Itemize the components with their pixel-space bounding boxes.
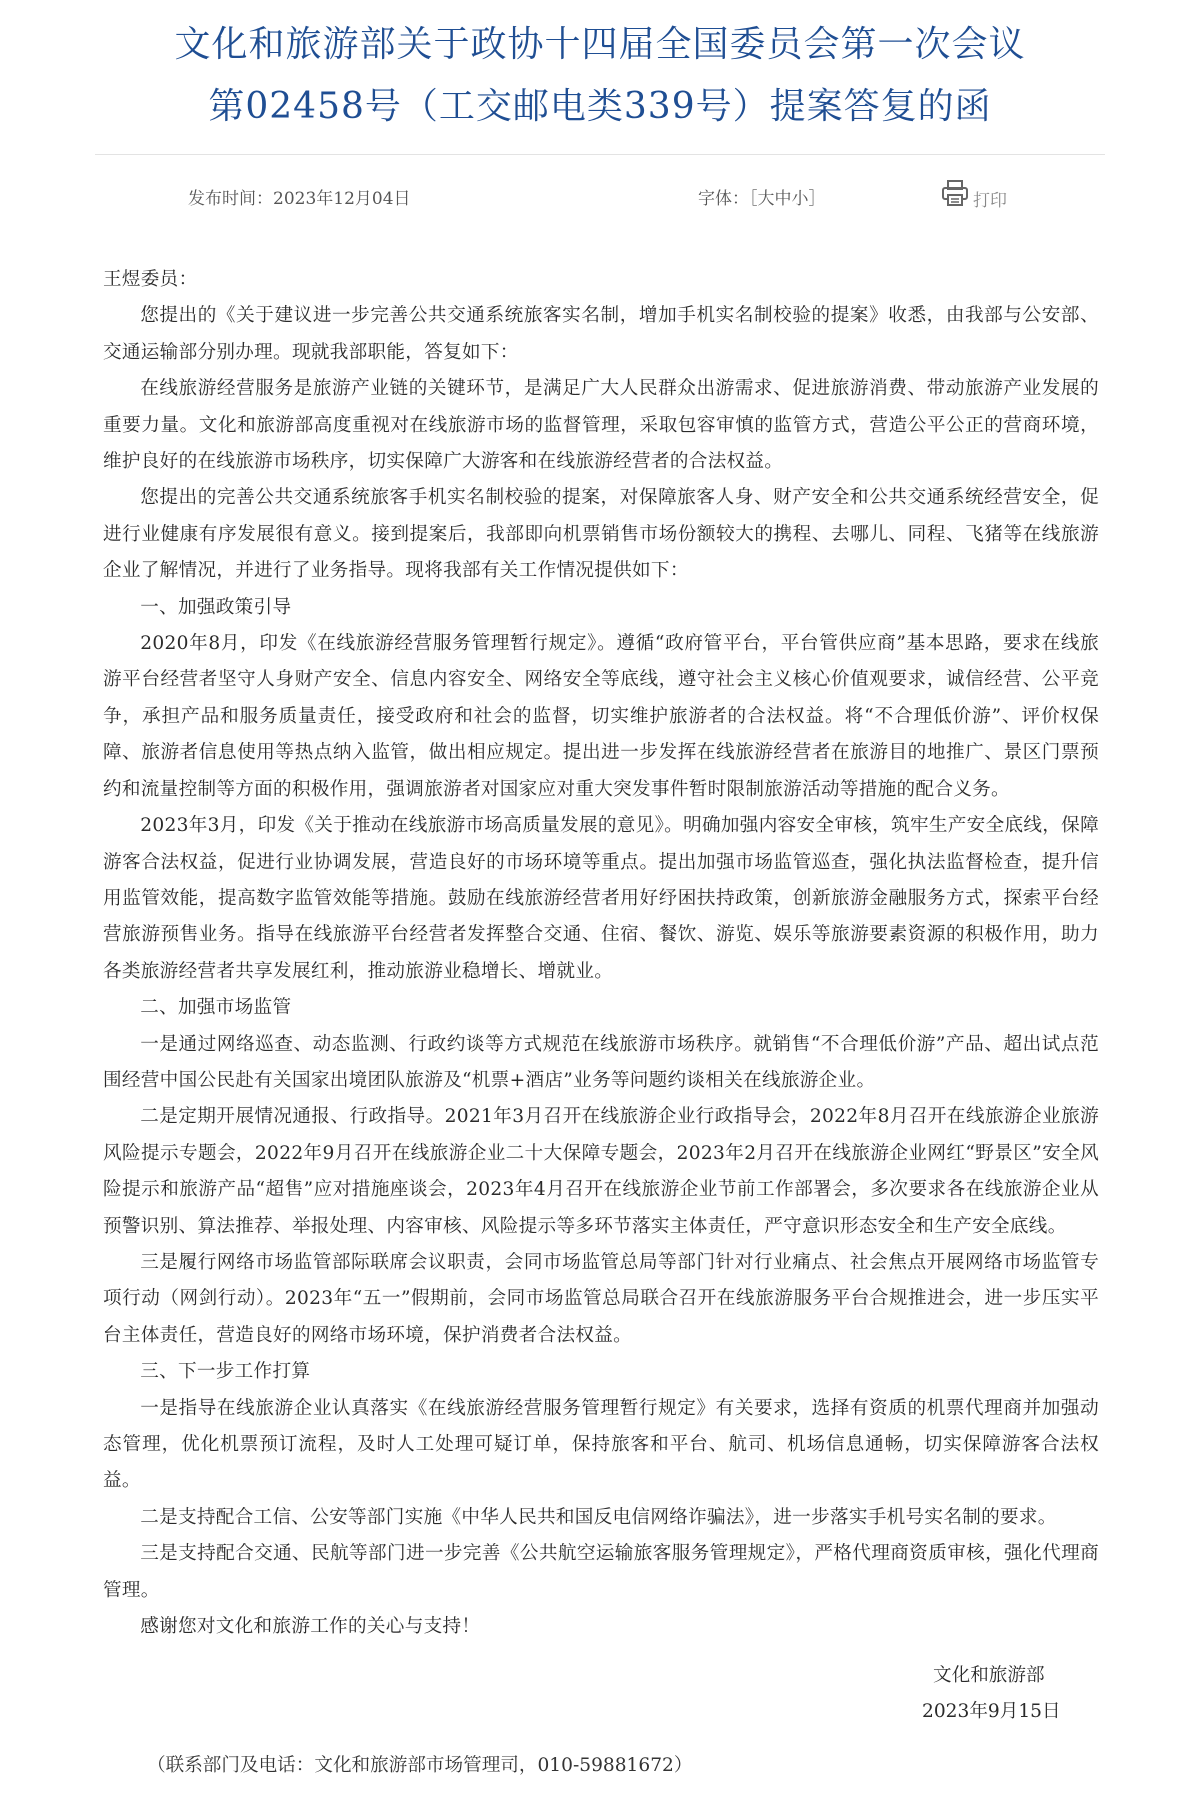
- paragraph: 您提出的完善公共交通系统旅客手机实名制校验的提案，对保障旅客人身、财产安全和公共交通系统经营安全，促进行业健康有序发展很有意义。接到提案后，我部即向机票销售市场份额较大的携程、去哪儿、同程、飞猪等在线旅游企业了解情况，并进行了业务指导。现将我部有关工作情况提供如下：: [103, 487, 1099, 582]
- print-label: 打印: [973, 191, 1007, 211]
- paragraph: 2020年8月，印发《在线旅游经营服务管理暂行规定》。遵循“政府管平台，平台管供应商”基本思路，要求在线旅游平台经营者坚守人身财产安全、信息内容安全、网络安全等底线，遵守社会主义核心价值观要求，诚信经营、公平竞争，承担产品和服务质量责任，接受政府和社会的监督，切实维护旅游者的合法权益。将“不合理低价游”、评价权保障、旅游者信息使用等热点纳入监管，做出相应规定。提出进一步发挥在线旅游经营者在旅游目的地推广、景区门票预约和流量控制等方面的积极作用，强调旅游者对国家应对重大突发事件暂时限制旅游活动等措施的配合义务。: [103, 633, 1099, 800]
- paragraph: 在线旅游经营服务是旅游产业链的关键环节，是满足广大人民群众出游需求、促进旅游消费、带动旅游产业发展的重要力量。文化和旅游部高度重视对在线旅游市场的监督管理，采取包容审慎的监管方式，营造公平公正的营商环境，维护良好的在线旅游市场秩序，切实保障广大游客和在线旅游经营者的合法权益。: [103, 378, 1099, 473]
- page-title: [0, 14, 1200, 138]
- printer-icon: [940, 178, 973, 213]
- paragraph: 三是履行网络市场监管部际联席会议职责，会同市场监管总局等部门针对行业痛点、社会焦点开展网络市场监管专项行动（网剑行动）。2023年“五一”假期前，会同市场监管总局联合召开在线旅游服务平台合规推进会，进一步压实平台主体责任，营造良好的网络市场环境，保护消费者合法权益。: [103, 1251, 1099, 1346]
- section-heading: 二、加强市场监管: [140, 997, 292, 1019]
- signature-date: 2023年9月15日: [922, 1701, 1061, 1722]
- section-heading: 一、加强政策引导: [140, 596, 292, 618]
- paragraph: 2023年3月，印发《关于推动在线旅游市场高质量发展的意见》。明确加强内容安全审核，筑牢生产安全底线，保障游客合法权益，促进行业协调发展，营造良好的市场环境等重点。提出加强市场监管巡查，强化执法监督检查，提升信用监管效能，提高数字监管效能等措施。鼓励在线旅游经营者用好纾困扶持政策，创新旅游金融服务方式，探索平台经营旅游预售业务。指导在线旅游平台经营者发挥整合交通、住宿、餐饮、游览、娱乐等旅游要素资源的积极作用，助力各类旅游经营者共享发展红利，推动旅游业稳增长、增就业。: [103, 815, 1099, 982]
- publish-time: 发布时间：2023年12月04日: [188, 189, 411, 209]
- contact-info: （联系部门及电话：文化和旅游部市场管理司，010-59881672）: [147, 1755, 693, 1776]
- print-button[interactable]: [940, 178, 1007, 213]
- section-heading: 三、下一步工作打算: [140, 1361, 311, 1383]
- paragraph: 感谢您对文化和旅游工作的关心与支持！: [140, 1616, 481, 1638]
- title-divider: [95, 154, 1105, 155]
- font-size-selector[interactable]: 字体：［大中小］: [698, 189, 826, 209]
- meta-bar: [0, 184, 1200, 218]
- letter-body: [103, 262, 1099, 1645]
- paragraph: 二是定期开展情况通报、行政指导。2021年3月召开在线旅游企业行政指导会，2022年8月召开在线旅游企业旅游风险提示专题会，2022年9月召开在线旅游企业二十大保障专题会，2023年2月召开在线旅游企业网红“野景区”安全风险提示和旅游产品“超售”应对措施座谈会，2023年4月召开在线旅游企业节前工作部署会，多次要求各在线旅游企业从预警识别、算法推荐、举报处理、内容审核、风险提示等多环节落实主体责任，严守意识形态安全和生产安全底线。: [103, 1106, 1099, 1237]
- paragraph: 一是通过网络巡查、动态监测、行政约谈等方式规范在线旅游市场秩序。就销售“不合理低价游”产品、超出试点范围经营中国公民赴有关国家出境团队旅游及“机票+酒店”业务等问题约谈相关在线旅游企业。: [103, 1033, 1099, 1091]
- paragraph: 三是支持配合交通、民航等部门进一步完善《公共航空运输旅客服务管理规定》，严格代理商资质审核，强化代理商管理。: [103, 1543, 1099, 1601]
- paragraph: 您提出的《关于建议进一步完善公共交通系统旅客实名制，增加手机实名制校验的提案》收悉，由我部与公安部、交通运输部分别办理。现就我部职能，答复如下：: [103, 305, 1099, 363]
- paragraph: 二是支持配合工信、公安等部门实施《中华人民共和国反电信网络诈骗法》，进一步落实手机号实名制的要求。: [140, 1506, 1057, 1528]
- title-line-2: 第02458号（工交邮电类339号）提案答复的函: [208, 86, 992, 127]
- signature-org: 文化和旅游部: [933, 1665, 1045, 1686]
- title-line-1: 文化和旅游部关于政协十四届全国委员会第一次会议: [174, 24, 1026, 65]
- salutation: 王煜委员：: [103, 269, 198, 290]
- paragraph: 一是指导在线旅游企业认真落实《在线旅游经营服务管理暂行规定》有关要求，选择有资质的机票代理商并加强动态管理，优化机票预订流程，及时人工处理可疑订单，保持旅客和平台、航司、机场信息通畅，切实保障游客合法权益。: [103, 1397, 1099, 1492]
